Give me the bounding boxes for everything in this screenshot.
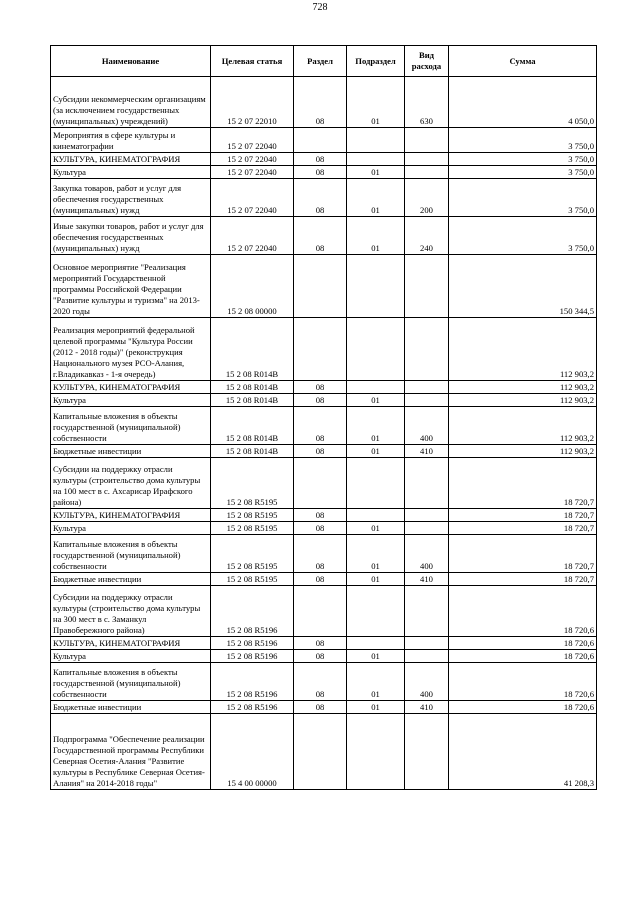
table-row (51, 509, 597, 522)
row-section (294, 318, 347, 381)
row-subsection (347, 153, 405, 166)
row-expense-type: 410 (405, 573, 449, 586)
row-expense-type (405, 458, 449, 509)
row-sum: 112 903,2 (449, 445, 597, 458)
row-section (294, 255, 347, 318)
table-row (51, 522, 597, 535)
row-name: Культура (51, 394, 211, 407)
row-section: 08 (294, 407, 347, 445)
row-name: Культура (51, 650, 211, 663)
header-subsection: Подраздел (347, 46, 405, 77)
row-sum: 18 720,6 (449, 650, 597, 663)
row-sum: 4 050,0 (449, 77, 597, 128)
row-subsection: 01 (347, 179, 405, 217)
row-subsection (347, 458, 405, 509)
row-expense-type: 240 (405, 217, 449, 255)
row-subsection (347, 586, 405, 637)
row-article: 15 2 08 00000 (211, 255, 294, 318)
row-expense-type (405, 522, 449, 535)
row-subsection: 01 (347, 407, 405, 445)
row-subsection: 01 (347, 217, 405, 255)
table-row (51, 637, 597, 650)
row-article: 15 2 08 R014B (211, 407, 294, 445)
header-expense-type: Вид расхода (405, 46, 449, 77)
row-subsection: 01 (347, 394, 405, 407)
table-row (51, 394, 597, 407)
row-section: 08 (294, 637, 347, 650)
table-row (51, 128, 597, 153)
row-section: 08 (294, 535, 347, 573)
table-row (51, 255, 597, 318)
row-article: 15 2 07 22010 (211, 77, 294, 128)
row-name: КУЛЬТУРА, КИНЕМАТОГРАФИЯ (51, 153, 211, 166)
header-row (51, 46, 597, 77)
row-sum: 112 903,2 (449, 318, 597, 381)
row-subsection: 01 (347, 573, 405, 586)
row-subsection: 01 (347, 522, 405, 535)
row-subsection: 01 (347, 535, 405, 573)
row-sum: 3 750,0 (449, 179, 597, 217)
row-sum: 3 750,0 (449, 153, 597, 166)
row-section: 08 (294, 522, 347, 535)
row-section: 08 (294, 381, 347, 394)
row-name: Культура (51, 166, 211, 179)
row-article: 15 2 08 R5195 (211, 535, 294, 573)
row-section: 08 (294, 509, 347, 522)
row-article: 15 2 08 R5196 (211, 701, 294, 714)
row-subsection (347, 128, 405, 153)
row-subsection (347, 255, 405, 318)
row-section (294, 458, 347, 509)
row-sum: 18 720,6 (449, 637, 597, 650)
row-name: Субсидии некоммерческим организациям (за исключением государственных (муниципальных) учреждений) (51, 77, 211, 128)
row-expense-type (405, 153, 449, 166)
row-expense-type (405, 650, 449, 663)
row-expense-type (405, 586, 449, 637)
row-article: 15 2 07 22040 (211, 128, 294, 153)
row-article: 15 2 07 22040 (211, 153, 294, 166)
table-row (51, 217, 597, 255)
row-article: 15 2 08 R5196 (211, 650, 294, 663)
row-article: 15 2 08 R014B (211, 318, 294, 381)
row-sum: 3 750,0 (449, 128, 597, 153)
row-subsection: 01 (347, 663, 405, 701)
row-section: 08 (294, 217, 347, 255)
row-sum: 3 750,0 (449, 217, 597, 255)
row-sum: 112 903,2 (449, 407, 597, 445)
table-row (51, 166, 597, 179)
row-expense-type (405, 318, 449, 381)
row-subsection: 01 (347, 445, 405, 458)
row-subsection: 01 (347, 701, 405, 714)
row-name: Капитальные вложения в объекты государственной (муниципальной) собственности (51, 535, 211, 573)
row-expense-type (405, 381, 449, 394)
row-article: 15 2 08 R5195 (211, 522, 294, 535)
row-sum: 112 903,2 (449, 394, 597, 407)
row-expense-type (405, 128, 449, 153)
budget-table (50, 45, 597, 790)
row-section: 08 (294, 394, 347, 407)
row-name: Реализация мероприятий федеральной целевой программы "Культура России (2012 - 2018 годы)" (реконструкция Национального музея РСО-Алания, г.Владикавказ - 1-я очередь) (51, 318, 211, 381)
page-number: 728 (312, 2, 328, 13)
row-name: Бюджетные инвестиции (51, 573, 211, 586)
row-sum: 41 208,3 (449, 714, 597, 790)
row-section: 08 (294, 663, 347, 701)
row-expense-type (405, 509, 449, 522)
row-subsection: 01 (347, 650, 405, 663)
row-expense-type (405, 637, 449, 650)
row-article: 15 2 08 R014B (211, 394, 294, 407)
row-sum: 18 720,7 (449, 573, 597, 586)
table-row (51, 445, 597, 458)
row-article: 15 2 08 R5196 (211, 586, 294, 637)
table-row (51, 458, 597, 509)
row-article: 15 4 00 00000 (211, 714, 294, 790)
row-section: 08 (294, 573, 347, 586)
row-section (294, 586, 347, 637)
row-name: КУЛЬТУРА, КИНЕМАТОГРАФИЯ (51, 509, 211, 522)
row-name: Капитальные вложения в объекты государственной (муниципальной) собственности (51, 663, 211, 701)
header-name: Наименование (51, 46, 211, 77)
table-row (51, 701, 597, 714)
row-sum: 18 720,6 (449, 701, 597, 714)
row-section: 08 (294, 153, 347, 166)
table-row (51, 586, 597, 637)
table-row (51, 77, 597, 128)
table-row (51, 535, 597, 573)
table-row (51, 318, 597, 381)
row-section: 08 (294, 701, 347, 714)
table-row (51, 381, 597, 394)
row-name: Культура (51, 522, 211, 535)
row-name: Мероприятия в сфере культуры и кинематографии (51, 128, 211, 153)
row-article: 15 2 08 R5195 (211, 458, 294, 509)
row-name: Капитальные вложения в объекты государственной (муниципальной) собственности (51, 407, 211, 445)
row-subsection (347, 318, 405, 381)
row-name: Закупка товаров, работ и услуг для обеспечения государственных (муниципальных) нужд (51, 179, 211, 217)
table-row (51, 573, 597, 586)
row-article: 15 2 08 R5196 (211, 637, 294, 650)
table-row (51, 663, 597, 701)
row-article: 15 2 07 22040 (211, 217, 294, 255)
row-subsection (347, 637, 405, 650)
row-expense-type (405, 714, 449, 790)
row-sum: 18 720,7 (449, 509, 597, 522)
row-article: 15 2 08 R5196 (211, 663, 294, 701)
row-article: 15 2 08 R014B (211, 381, 294, 394)
row-sum: 18 720,7 (449, 458, 597, 509)
row-article: 15 2 07 22040 (211, 179, 294, 217)
row-name: Бюджетные инвестиции (51, 445, 211, 458)
row-sum: 18 720,6 (449, 663, 597, 701)
row-article: 15 2 08 R014B (211, 445, 294, 458)
row-section (294, 714, 347, 790)
header-sum: Сумма (449, 46, 597, 77)
table-row (51, 153, 597, 166)
row-subsection: 01 (347, 166, 405, 179)
row-subsection (347, 714, 405, 790)
row-expense-type: 410 (405, 701, 449, 714)
header-article: Целевая статья (211, 46, 294, 77)
row-expense-type: 400 (405, 663, 449, 701)
row-name: КУЛЬТУРА, КИНЕМАТОГРАФИЯ (51, 637, 211, 650)
row-name: Субсидии на поддержку отрасли культуры (строительство дома культуры на 100 мест в с. Ахсарисар Ирафского района) (51, 458, 211, 509)
row-article: 15 2 08 R5195 (211, 509, 294, 522)
row-expense-type: 200 (405, 179, 449, 217)
row-expense-type: 630 (405, 77, 449, 128)
row-expense-type (405, 255, 449, 318)
row-name: Подпрограмма "Обеспечение реализации Государственной программы Республики Северная Осетия-Алания "Развитие культуры в Республике Северная Осетия-Алания" на 2014-2018 годы" (51, 714, 211, 790)
row-name: КУЛЬТУРА, КИНЕМАТОГРАФИЯ (51, 381, 211, 394)
row-expense-type (405, 394, 449, 407)
table-row (51, 714, 597, 790)
header-section: Раздел (294, 46, 347, 77)
row-expense-type (405, 166, 449, 179)
table-row (51, 179, 597, 217)
table-row (51, 407, 597, 445)
row-section: 08 (294, 650, 347, 663)
row-article: 15 2 07 22040 (211, 166, 294, 179)
row-sum: 112 903,2 (449, 381, 597, 394)
row-section: 08 (294, 179, 347, 217)
row-article: 15 2 08 R5195 (211, 573, 294, 586)
row-subsection: 01 (347, 77, 405, 128)
row-name: Основное мероприятие "Реализация мероприятий Государственной программы Российской Федерации "Развитие культуры и туризма" на 2013-2020 годы (51, 255, 211, 318)
row-name: Иные закупки товаров, работ и услуг для обеспечения государственных (муниципальных) нужд (51, 217, 211, 255)
row-sum: 3 750,0 (449, 166, 597, 179)
row-section: 08 (294, 166, 347, 179)
row-sum: 150 344,5 (449, 255, 597, 318)
row-section: 08 (294, 445, 347, 458)
row-sum: 18 720,7 (449, 535, 597, 573)
row-section (294, 128, 347, 153)
row-subsection (347, 509, 405, 522)
row-name: Бюджетные инвестиции (51, 701, 211, 714)
row-expense-type: 410 (405, 445, 449, 458)
row-expense-type: 400 (405, 535, 449, 573)
row-expense-type: 400 (405, 407, 449, 445)
row-subsection (347, 381, 405, 394)
table-row (51, 650, 597, 663)
row-sum: 18 720,6 (449, 586, 597, 637)
row-sum: 18 720,7 (449, 522, 597, 535)
row-name: Субсидии на поддержку отрасли культуры (строительство дома культуры на 300 мест в с. Заманкул Правобережного района) (51, 586, 211, 637)
row-section: 08 (294, 77, 347, 128)
